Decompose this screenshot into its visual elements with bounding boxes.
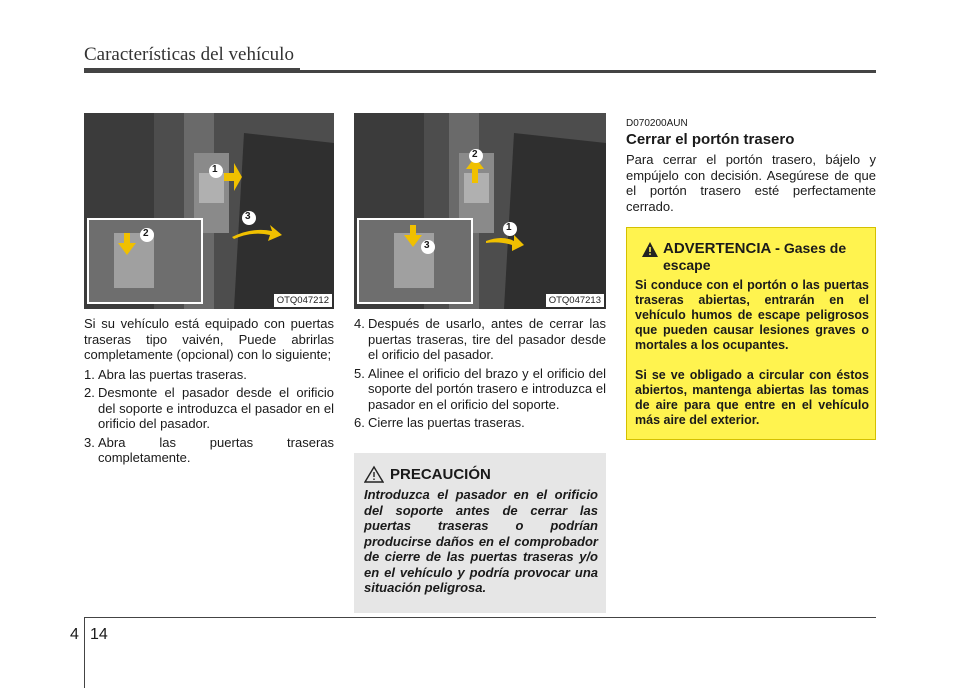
callout-3: 3 <box>424 240 430 251</box>
caution-triangle-icon <box>364 465 384 483</box>
warning-subtitle: Gases de escape <box>663 240 847 273</box>
column-2-text <box>354 316 606 431</box>
section-title: Cerrar el portón trasero <box>626 131 795 148</box>
callout-1: 1 <box>506 222 512 233</box>
caution-title: PRECAUCIÓN <box>390 465 491 483</box>
caution-box <box>354 453 606 613</box>
hinge-photo-2 <box>354 113 606 309</box>
chapter-number: 4 <box>70 626 79 643</box>
footer-rule <box>84 617 876 618</box>
list-item: 2. Desmonte el pasador desde el orificio del soporte e introduzca el pasador en el orificio del pasador. <box>84 385 334 431</box>
warning-title: ADVERTENCIA - <box>663 240 780 257</box>
callout-3: 3 <box>245 211 251 222</box>
list-item: 3. Abra las puertas traseras completamente. <box>84 434 334 465</box>
figure-1-caption: OTQ047212 <box>274 294 332 307</box>
callout-2: 2 <box>143 228 149 239</box>
callout-2: 2 <box>472 149 478 160</box>
intro-paragraph: Si su vehículo está equipado con puertas traseras tipo vaivén, Puede abrirlas completamente (opcional) con lo siguiente; <box>84 316 334 362</box>
column-1-text <box>84 316 334 466</box>
section-code: D070200AUN <box>626 118 688 129</box>
warning-text-1: Si conduce con el portón o las puertas traseras abiertas, entrarán en el vehículo humos de escape peligrosos que pueden causar lesiones graves o mortales a los ocupantes. <box>635 278 869 352</box>
figure-1 <box>84 113 334 309</box>
footer-divider <box>84 618 85 688</box>
warning-text-2: Si se ve obligado a circular con éstos abiertos, mantenga abiertas las tomas de aire para que entre en el vehículo más aire del exterior. <box>635 368 869 427</box>
list-item: 1. Abra las puertas traseras. <box>84 366 247 382</box>
page-header-title: Características del vehículo <box>84 44 294 65</box>
warning-triangle-icon <box>641 241 659 258</box>
caution-text: Introduzca el pasador en el orificio del soporte antes de cerrar las puertas traseras o podrían producirse daños en el comprobador de cierre de las puertas traseras y/o en el vehículo y podría provocar una situación peligrosa. <box>364 487 598 595</box>
warning-box <box>626 227 876 440</box>
figure-2 <box>354 113 606 309</box>
figure-2-caption: OTQ047213 <box>546 294 604 307</box>
list-item: 4. Después de usarlo, antes de cerrar las puertas traseras, tire del pasador desde el orificio del pasador. <box>354 316 606 362</box>
callout-1: 1 <box>212 164 218 175</box>
list-item: 5. Alinee el orificio del brazo y el orificio del soporte del portón trasero e introduzca el pasador en el orificio del soporte. <box>354 365 606 412</box>
header-rule <box>84 70 876 73</box>
page-number: 14 <box>90 626 108 643</box>
section-body: Para cerrar el portón trasero, bájelo y empújelo con decisión. Asegúrese de que el portón trasero esté perfectamente cerrado. <box>626 152 876 214</box>
hinge-photo-1 <box>84 113 334 309</box>
list-item: 6. Cierre las puertas traseras. <box>354 415 525 430</box>
